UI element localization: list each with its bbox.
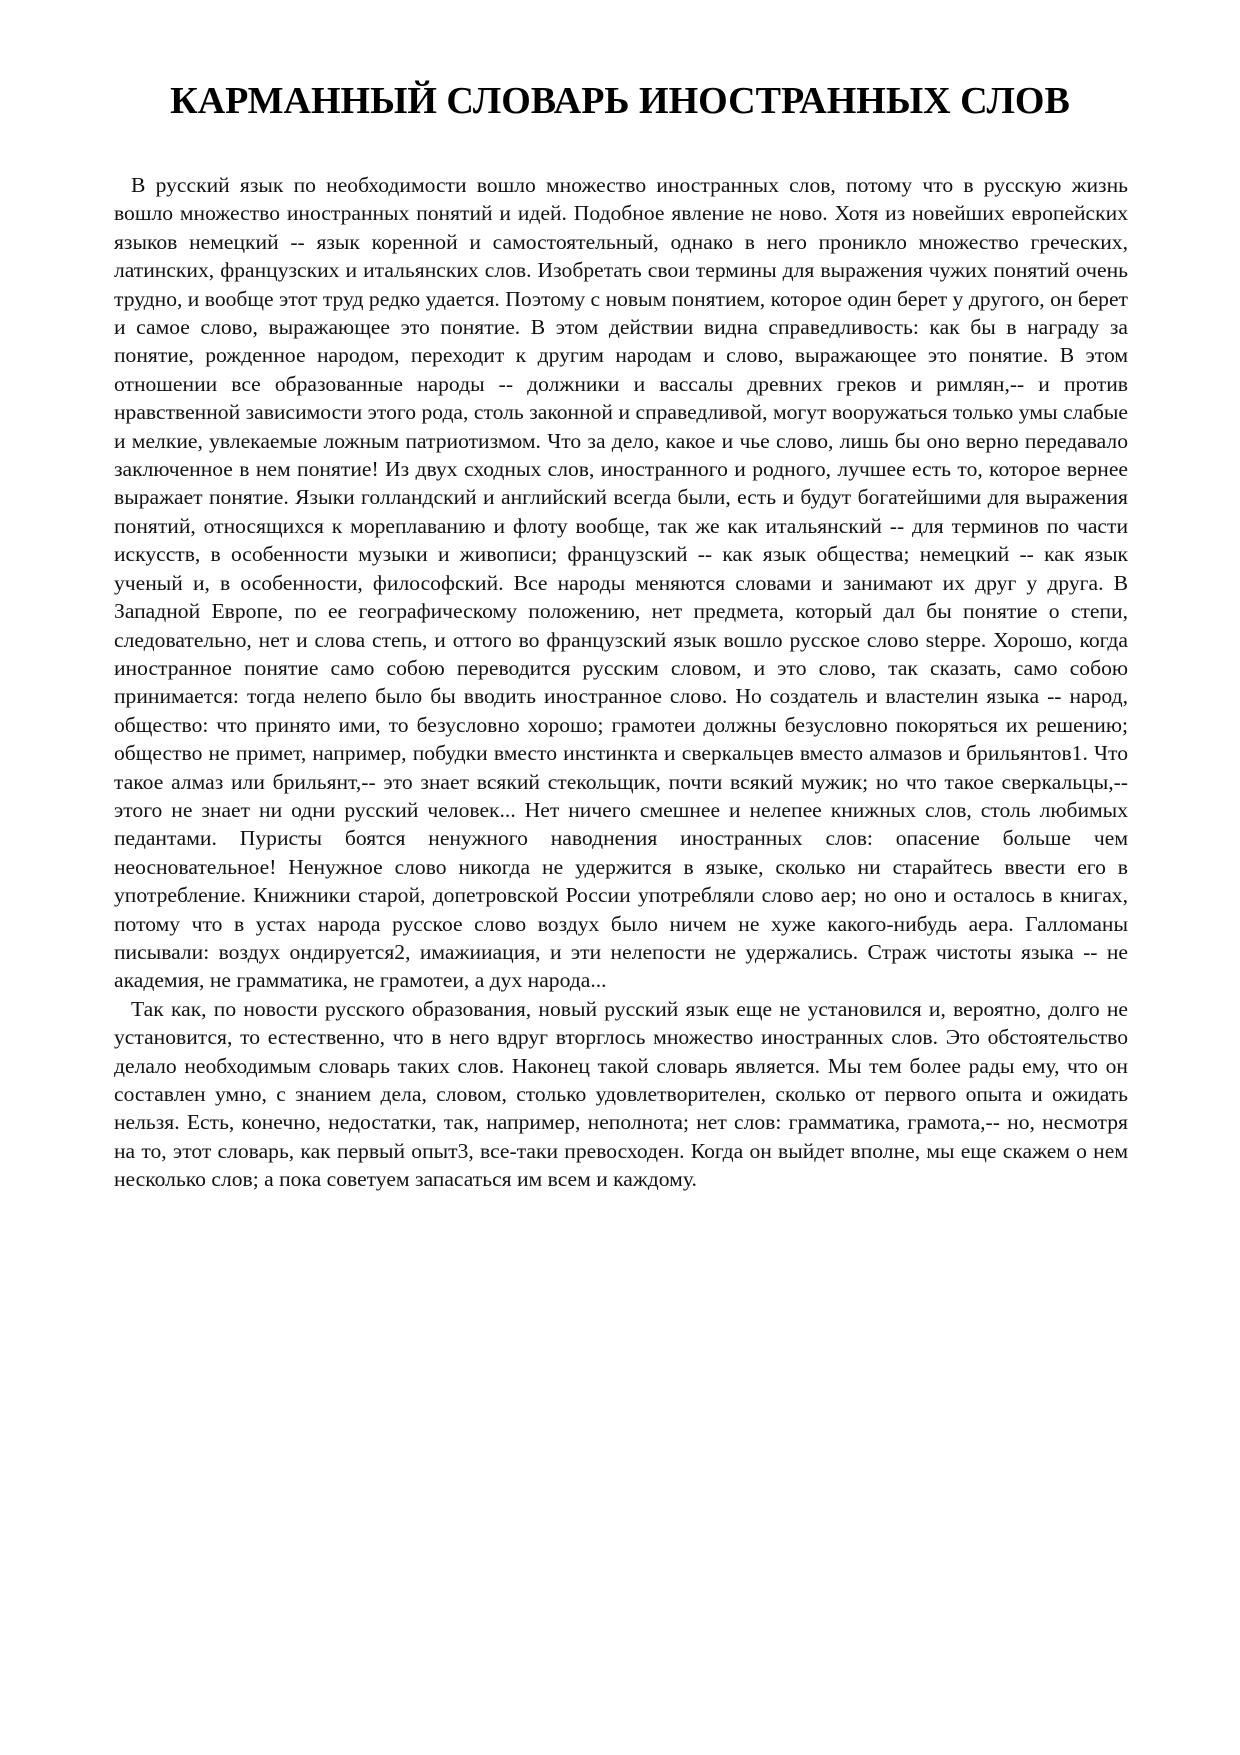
article-body [114,171,1128,1194]
paragraph-1: В русский язык по необходимости вошло множество иностранных слов, потому что в русскую жизнь вошло множество иностранных понятий и идей. Подобное явление не ново. Хотя из новейших европейских языков немецкий -- язык коренной и самостоятельный, однако в него проникло множество греческих, латинских, французских и итальянских слов. Изобретать свои термины для выражения чужих понятий очень трудно, и вообще этот труд редко удается. Поэтому с новым понятием, которое один берет у другого, он берет и самое слово, выражающее это понятие. В этом действии видна справедливость: как бы в награду за понятие, рожденное народом, переходит к другим народам и слово, выражающее это понятие. В этом отношении все образованные народы -- должники и вассалы древних греков и римлян,-- и против нравственной зависимости этого рода, столь законной и справедливой, могут вооружаться только умы слабые и мелкие, увлекаемые ложным патриотизмом. Что за дело, какое и чье слово, лишь бы оно верно передавало заключенное в нем понятие! Из двух сходных слов, иностранного и родного, лучшее есть то, которое вернее выражает понятие. Языки голландский и английский всегда были, есть и будут богатейшими для выражения понятий, относящихся к мореплаванию и флоту вообще, так же как итальянский -- для терминов по части искусств, в особенности музыки и живописи; французский -- как язык общества; немецкий -- как язык ученый и, в особенности, философский. Все народы меняются словами и занимают их друг у друга. В Западной Европе, по ее географическому положению, нет предмета, который дал бы понятие о степи, следовательно, нет и слова степь, и оттого во французский язык вошло русское слово steppe. Хорошо, когда иностранное понятие само собою переводится русским словом, и это слово, так сказать, само собою принимается: тогда нелепо было бы вводить иностранное слово. Но создатель и властелин языка -- народ, общество: что принято ими, то безусловно хорошо; грамотеи должны безусловно покоряться их решению; общество не примет, например, побудки вместо инстинкта и сверкальцев вместо алмазов и брильянтов1. Что такое алмаз или брильянт,-- это знает всякий стекольщик, почти всякий мужик; но что такое сверкальцы,-- этого не знает ни одни русский человек... Нет ничего смешнее и нелепее книжных слов, столь любимых педантами. Пуристы боятся ненужного наводнения иностранных слов: опасение больше чем неосновательное! Ненужное слово никогда не удержится в языке, сколько ни старайтесь ввести его в употребление. Книжники старой, допетровской России употребляли слово аер; но оно и осталось в книгах, потому что в устах народа русское слово воздух было ничем не хуже какого-нибудь аера. Галломаны писывали: воздух ондируется2, имажииация, и эти нелепости не удержались. Страж чистоты языка -- не академия, не грамматика, не грамотеи, а дух народа... [114,173,1128,993]
page-title: КАРМАННЫЙ СЛОВАРЬ ИНОСТРАННЫХ СЛОВ [170,80,1070,122]
paragraph-2: Так как, по новости русского образования, новый русский язык еще не установился и, вероятно, долго не установится, то естественно, что в него вдруг вторглось множество иностранных слов. Это обстоятельство делало необходимым словарь таких слов. Наконец такой словарь является. Мы тем более рады ему, что он составлен умно, с знанием дела, словом, столько удовлетворителен, сколько от первого опыта и ожидать нельзя. Есть, конечно, недостатки, так, например, неполнота; нет слов: грамматика, грамота,-- но, несмотря на то, этот словарь, как первый опыт3, все-таки превосходен. Когда он выйдет вполне, мы еще скажем о нем несколько слов; а пока советуем запасаться им всем и каждому. [114,996,1128,1192]
